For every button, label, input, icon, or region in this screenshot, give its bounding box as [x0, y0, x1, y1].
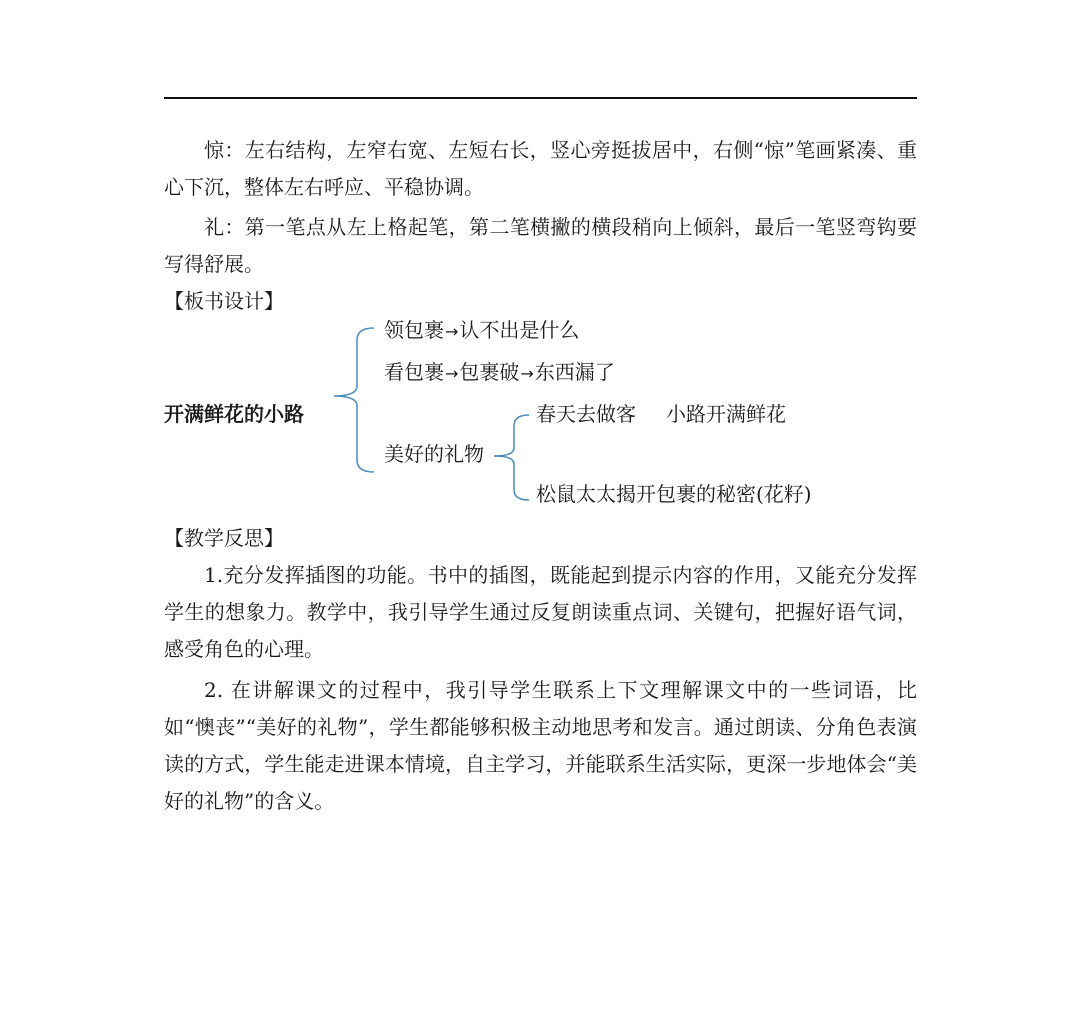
board-branch-2	[384, 358, 615, 388]
board-branch-1	[384, 316, 579, 346]
branch-2-part-c: 东西漏了	[534, 360, 615, 384]
header-rule	[164, 97, 917, 99]
board-sub-branch-2: 松鼠太太揭开包裹的秘密(花籽)	[536, 482, 812, 506]
sub-branch-1-part-a: 春天去做客	[536, 402, 636, 426]
board-design	[164, 320, 917, 520]
sub-branch-1-part-b: 小路开满鲜花	[666, 402, 786, 426]
main-bracket	[334, 328, 374, 472]
branch-1-part-b: 认不出是什么	[459, 318, 580, 342]
sub-bracket	[494, 415, 529, 500]
reflection-item-1: 1.充分发挥插图的功能。书中的插图，既能起到提示内容的作用，又能充分发挥学生的想象力。教学中，我引导学生通过反复朗读重点词、关键句，把握好语气词，感受角色的心理。	[164, 563, 917, 661]
board-heading: 【板书设计】	[164, 289, 284, 313]
reflection-item-2: 2. 在讲解课文的过程中，我引导学生联系上下文理解课文中的一些词语，比如“懊丧”“美好的礼物”，学生都能够积极主动地思考和发言。通过朗读、分角色表演读的方式，学生能走进课本情境，自主学习，并能联系生活实际，更深一步地体会“美好的礼物”的含义。	[164, 678, 917, 813]
board-sub-branch-1	[536, 400, 786, 428]
reflection-heading: 【教学反思】	[164, 526, 284, 550]
document-body	[164, 132, 917, 820]
paragraph-li: 礼：第一笔点从左上格起笔，第二笔横撇的横段稍向上倾斜，最后一笔竖弯钩要写得舒展。	[164, 215, 917, 276]
arrow-icon: →	[445, 322, 459, 341]
arrow-icon: →	[445, 364, 459, 383]
paragraph-jing: 惊：左右结构，左窄右宽、左短右长，竖心旁挺拔居中，右侧“惊”笔画紧凑、重心下沉，整体左右呼应、平稳协调。	[164, 138, 917, 199]
branch-1-part-a: 领包裹	[384, 318, 444, 342]
reflection-section	[164, 520, 917, 820]
branch-2-part-a: 看包裹	[384, 360, 444, 384]
board-branch-3-label: 美好的礼物	[384, 442, 484, 466]
arrow-icon: →	[520, 364, 534, 383]
board-root-title: 开满鲜花的小路	[164, 402, 304, 426]
branch-2-part-b: 包裹破	[459, 360, 520, 384]
